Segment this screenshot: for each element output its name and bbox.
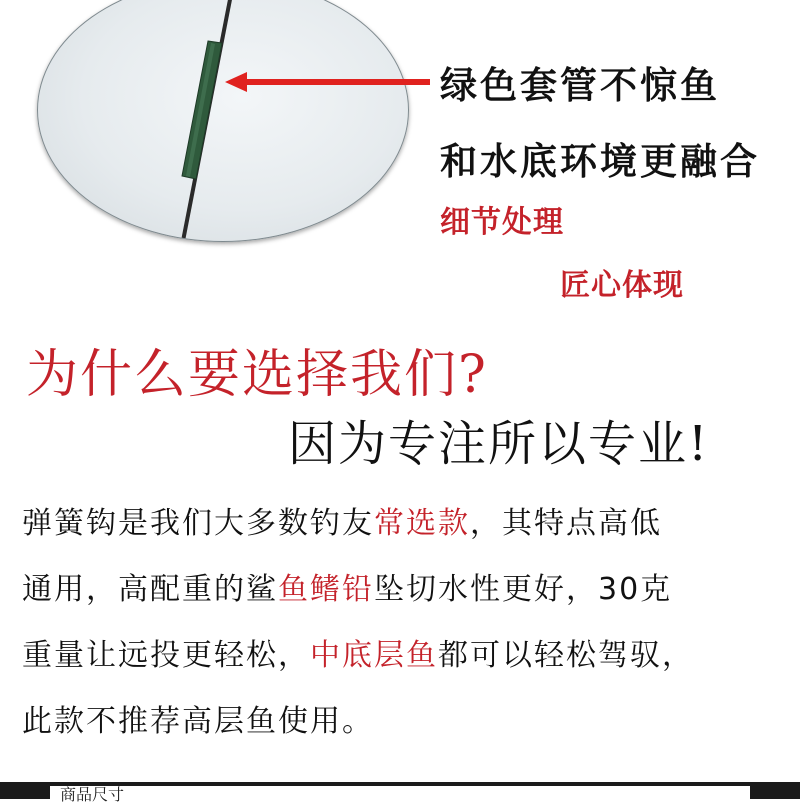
pointer-arrow-icon xyxy=(225,70,435,94)
detail-label-2: 匠心体现 xyxy=(560,268,684,303)
description-text: ，其特点高低 xyxy=(470,506,662,541)
description-line-4: 此款不推荐高层鱼使用。 xyxy=(22,704,374,739)
description-text: 坠切水性更好，30克 xyxy=(374,572,673,607)
callout-line-1: 绿色套管不惊鱼 xyxy=(440,63,720,107)
description-text: 都可以轻松驾驭， xyxy=(438,638,694,673)
description-highlight: 常选款 xyxy=(374,506,470,541)
description-text: 重量让远投更轻松， xyxy=(22,638,310,673)
callout-line-2: 和水底环境更融合 xyxy=(440,139,760,183)
headline-why: 为什么要选择我们? xyxy=(26,345,488,405)
footer-edge xyxy=(760,784,800,799)
footer-strip xyxy=(50,786,750,799)
green-sleeve-graphic xyxy=(182,41,222,179)
description-highlight: 鱼鳍铅 xyxy=(278,572,374,607)
description-text: 弹簧钩是我们大多数钓友 xyxy=(22,506,374,541)
description-text: 通用，高配重的鲨 xyxy=(22,572,278,607)
description-line-2 xyxy=(22,564,672,608)
description-highlight: 中底层鱼 xyxy=(310,638,438,673)
detail-label-1: 细节处理 xyxy=(440,205,564,240)
footer-partial-text: 商品尺寸 xyxy=(60,785,125,804)
product-closeup-image xyxy=(37,0,409,242)
headline-because: 因为专注所以专业! xyxy=(288,416,710,472)
description-line-1 xyxy=(22,498,662,542)
description-line-3 xyxy=(22,630,694,674)
